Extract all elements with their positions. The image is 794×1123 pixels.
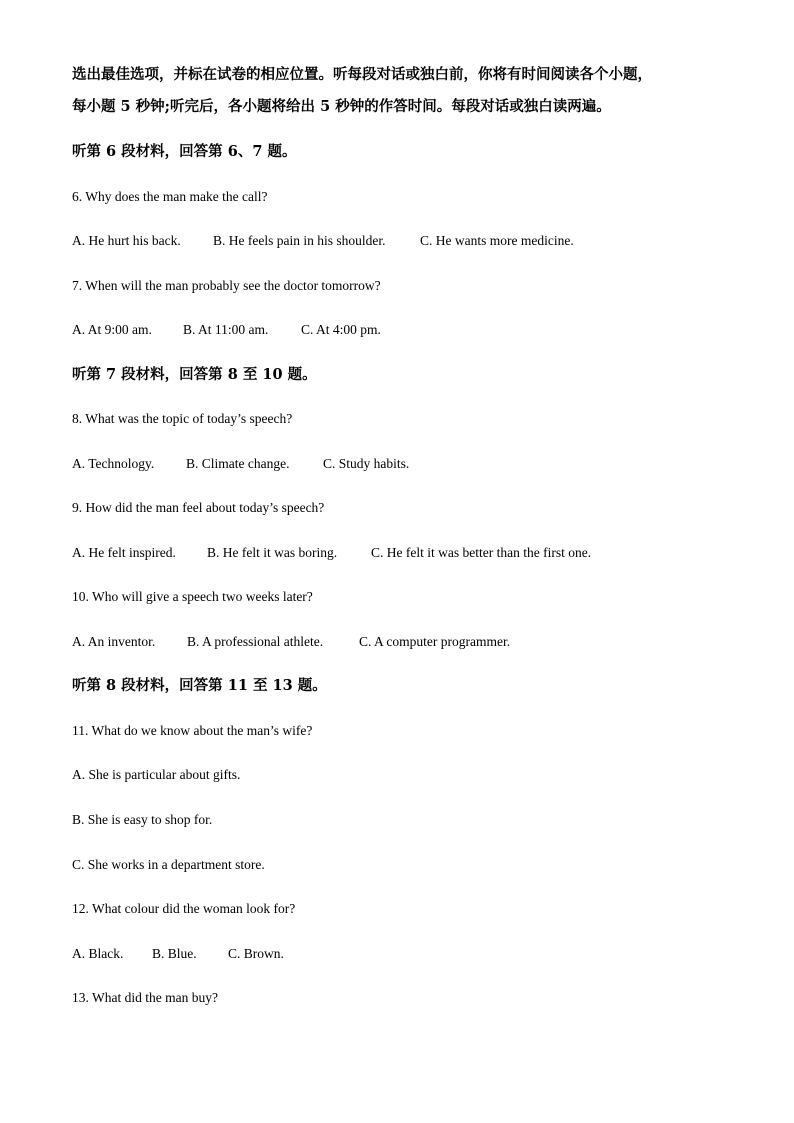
option-a[interactable]: A. He hurt his back. xyxy=(72,233,181,248)
option-b[interactable]: B. At 11:00 am. xyxy=(183,322,269,337)
question-6-options xyxy=(72,232,574,250)
option-a[interactable]: A. At 9:00 am. xyxy=(72,322,152,337)
question-7: 7. When will the man probably see the doctor tomorrow? xyxy=(72,278,381,293)
instructions-line-2: 每小题 5 秒钟;听完后，各小题将给出 5 秒钟的作答时间。每段对话或独白读两遍。 xyxy=(72,98,611,115)
question-7-options xyxy=(72,321,381,339)
option-c[interactable]: C. At 4:00 pm. xyxy=(301,322,381,337)
option-b[interactable]: B. A professional athlete. xyxy=(187,634,324,649)
option-a[interactable]: A. An inventor. xyxy=(72,634,156,649)
question-11-option-b[interactable]: B. She is easy to shop for. xyxy=(72,812,213,827)
option-b[interactable]: B. He feels pain in his shoulder. xyxy=(213,233,386,248)
option-a[interactable]: A. Technology. xyxy=(72,456,155,471)
question-12: 12. What colour did the woman look for? xyxy=(72,901,296,916)
section-heading: 听第 7 段材料，回答第 8 至 10 题。 xyxy=(72,366,317,383)
question-6: 6. Why does the man make the call? xyxy=(72,189,268,204)
section-heading: 听第 6 段材料，回答第 6、7 题。 xyxy=(72,143,297,160)
instructions-line-1: 选出最佳选项，并标在试卷的相应位置。听每段对话或独白前，你将有时间阅读各个小题， xyxy=(72,66,652,83)
section-heading: 听第 8 段材料，回答第 11 至 13 题。 xyxy=(72,677,327,694)
option-b[interactable]: B. He felt it was boring. xyxy=(207,545,338,560)
question-9-options xyxy=(72,544,591,562)
question-10-options xyxy=(72,633,510,651)
option-b[interactable]: B. Blue. xyxy=(152,946,197,961)
question-12-options xyxy=(72,945,284,963)
option-c[interactable]: C. A computer programmer. xyxy=(359,634,511,649)
question-11-option-a[interactable]: A. She is particular about gifts. xyxy=(72,767,241,782)
option-c[interactable]: C. He wants more medicine. xyxy=(420,233,574,248)
option-b[interactable]: B. Climate change. xyxy=(186,456,290,471)
question-8: 8. What was the topic of today’s speech? xyxy=(72,411,293,426)
option-a[interactable]: A. Black. xyxy=(72,946,124,961)
question-11: 11. What do we know about the man’s wife? xyxy=(72,723,313,738)
question-11-option-c[interactable]: C. She works in a department store. xyxy=(72,857,265,872)
option-c[interactable]: C. Brown. xyxy=(228,946,284,961)
option-c[interactable]: C. Study habits. xyxy=(323,456,410,471)
question-10: 10. Who will give a speech two weeks later? xyxy=(72,589,313,604)
option-a[interactable]: A. He felt inspired. xyxy=(72,545,176,560)
question-13: 13. What did the man buy? xyxy=(72,990,218,1005)
question-8-options xyxy=(72,455,409,473)
question-9: 9. How did the man feel about today’s speech? xyxy=(72,500,325,515)
option-c[interactable]: C. He felt it was better than the first one. xyxy=(371,545,592,560)
